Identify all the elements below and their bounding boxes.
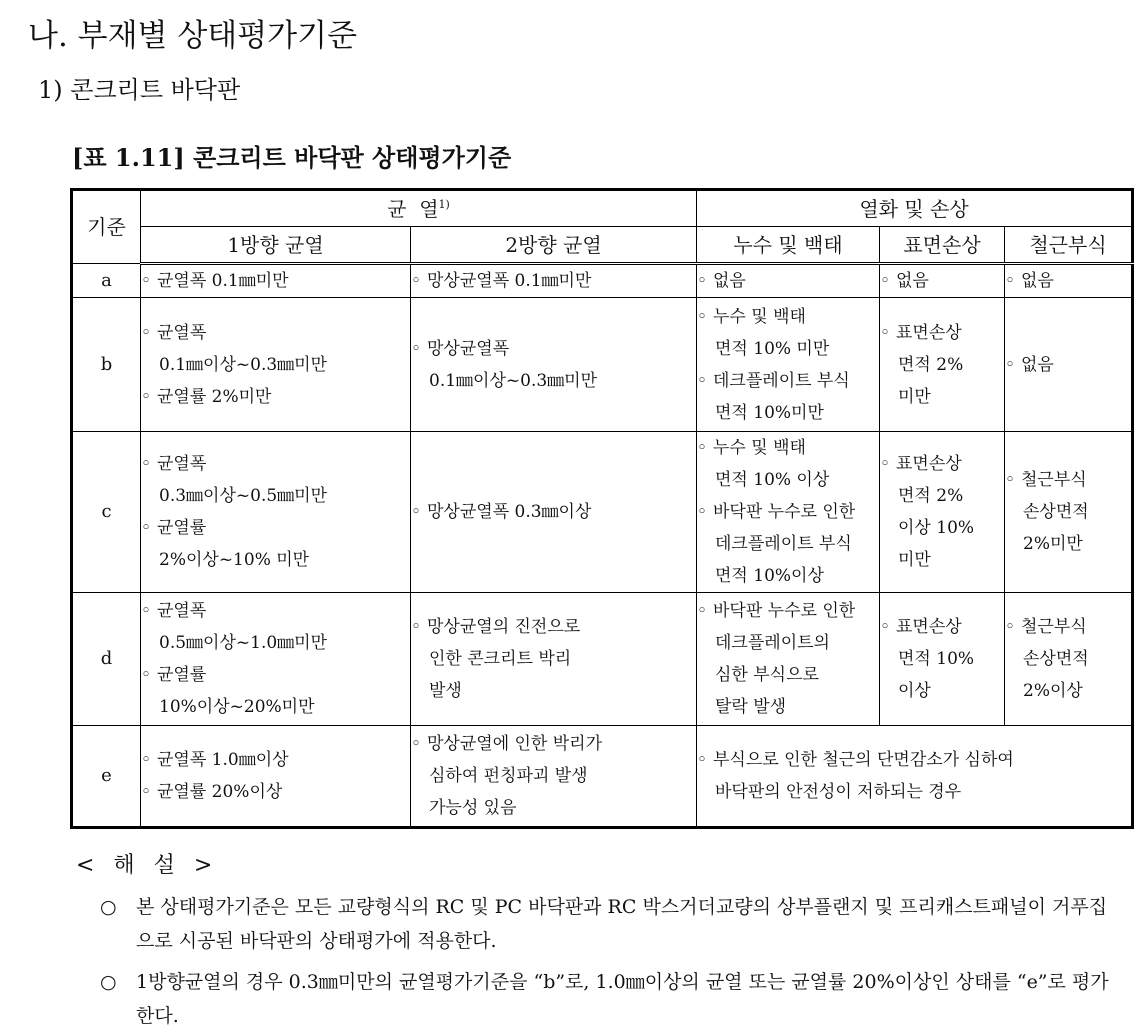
criteria-continuation: 면적 10% 이상 (715, 470, 830, 490)
criteria-continuation: 0.5㎜이상~1.0㎜미만 (159, 633, 328, 653)
criteria-line (1005, 271, 1054, 291)
criteria-text: 없음 (1021, 354, 1054, 375)
bullet-mark: ◦ (1005, 617, 1016, 637)
table-row (72, 593, 1133, 726)
criteria-text: 망상균열폭 (427, 338, 510, 359)
leak-cell (697, 298, 880, 432)
criteria-item (411, 728, 696, 824)
bullet-mark: ◦ (141, 271, 152, 291)
bullet-mark: ◦ (141, 665, 152, 685)
criteria-text: 데크플레이트 부식 (713, 370, 850, 391)
two-way-crack-cell (411, 264, 697, 298)
criteria-item (697, 744, 1131, 808)
criteria-continuation: 2%미만 (1023, 534, 1083, 554)
explanation-item (100, 965, 1115, 1033)
criteria-line (697, 271, 746, 291)
criteria-text: 누수 및 백태 (713, 306, 806, 327)
surface-damage-cell (880, 298, 1005, 432)
section-title: 나. 부재별 상태평가기준 (28, 18, 358, 54)
criteria-text: 망상균열의 진전으로 (427, 617, 581, 637)
criteria-continuation: 2%이상 (1023, 681, 1083, 701)
two-way-crack-cell (411, 432, 697, 593)
bullet-mark: ◦ (880, 271, 891, 291)
criteria-continuation: 면적 2% (898, 486, 964, 506)
one-way-crack-cell (141, 298, 411, 432)
criteria-text: 부식으로 인한 철근의 단면감소가 심하여 (713, 750, 1014, 770)
criteria-text: 바닥판 누수로 인한 (713, 502, 856, 522)
two-way-crack-cell (411, 298, 697, 432)
subsection-title: 1) 콘크리트 바닥판 (38, 76, 241, 104)
criteria-continuation: 0.3㎜이상~0.5㎜미만 (159, 486, 328, 506)
surface-damage-cell (880, 264, 1005, 298)
bullet-mark: ◦ (411, 338, 422, 359)
criteria-item (141, 744, 410, 776)
criteria-line (141, 782, 282, 802)
criteria-line (141, 387, 271, 407)
criteria-item (141, 512, 410, 576)
grade-cell: c (72, 432, 141, 593)
bullet-mark: ◦ (411, 734, 422, 754)
criteria-continuation: 면적 10% 미만 (715, 338, 830, 359)
criteria-continuation: 0.1㎜이상~0.3㎜미만 (159, 354, 328, 375)
bullet-mark: ◦ (880, 617, 891, 637)
one-way-crack-cell (141, 593, 411, 726)
criteria-item (411, 333, 696, 397)
criteria-item (1005, 611, 1131, 707)
bullet-mark: ◦ (880, 454, 891, 474)
criteria-item (697, 365, 879, 429)
criteria-item (141, 659, 410, 723)
criteria-line (141, 323, 206, 343)
criteria-continuation: 손상면적 (1023, 502, 1089, 522)
criteria-item (697, 301, 879, 365)
criteria-continuation: 이상 (898, 681, 931, 701)
criteria-line (411, 734, 602, 754)
explanation-title: < 해 설 > (76, 853, 219, 878)
criteria-text: 균열률 20%이상 (157, 782, 283, 802)
criteria-line (1005, 617, 1087, 637)
criteria-text: 철근부식 (1021, 617, 1087, 637)
criteria-item (141, 776, 410, 808)
criteria-item (411, 611, 696, 707)
rebar-corrosion-cell (1005, 432, 1133, 593)
criteria-text: 균열폭 (157, 601, 207, 621)
rebar-corrosion-cell (1005, 298, 1133, 432)
criteria-item (697, 595, 879, 723)
grade-cell: a (72, 264, 141, 298)
bullet-mark: ◦ (697, 370, 708, 391)
criteria-item (1005, 349, 1131, 381)
header-grade: 기준 (72, 190, 141, 264)
criteria-text: 표면손상 (896, 322, 962, 343)
surface-damage-cell (880, 432, 1005, 593)
criteria-continuation: 면적 2% (898, 354, 964, 375)
criteria-continuation: 데크플레이트의 (715, 633, 830, 653)
bullet-mark: ◦ (1005, 271, 1016, 291)
one-way-crack-cell (141, 726, 411, 828)
one-way-crack-cell (141, 432, 411, 593)
bullet-mark: ◦ (697, 502, 708, 522)
grade-cell: b (72, 298, 141, 432)
leak-cell (697, 264, 880, 298)
leak-cell (697, 593, 880, 726)
criteria-item (411, 265, 696, 297)
condition-criteria-table (70, 188, 1134, 829)
criteria-continuation: 심한 부식으로 (715, 665, 819, 685)
criteria-text: 바닥판 누수로 인한 (713, 601, 856, 621)
bullet-mark: ◦ (411, 617, 422, 637)
criteria-continuation: 가능성 있음 (429, 798, 517, 818)
header-surface-damage: 표면손상 (880, 227, 1005, 264)
grade-cell: d (72, 593, 141, 726)
explanation-bullet: ○ (100, 971, 117, 993)
criteria-line (880, 617, 962, 637)
two-way-crack-cell (411, 726, 697, 828)
criteria-continuation: 바닥판의 안전성이 저하되는 경우 (715, 782, 962, 802)
bullet-mark: ◦ (411, 502, 422, 522)
criteria-line (411, 617, 580, 637)
criteria-item (697, 432, 879, 496)
criteria-text: 표면손상 (896, 454, 962, 474)
criteria-line (880, 323, 962, 343)
bullet-mark: ◦ (141, 601, 152, 621)
bullet-mark: ◦ (141, 750, 152, 770)
table-row (72, 298, 1133, 432)
criteria-text: 균열폭 0.1㎜미만 (157, 271, 289, 291)
rebar-corrosion-cell (1005, 264, 1133, 298)
criteria-line (697, 438, 806, 458)
surface-damage-cell (880, 593, 1005, 726)
bullet-mark: ◦ (141, 322, 152, 343)
criteria-continuation: 발생 (429, 681, 462, 701)
criteria-text: 균열폭 (157, 322, 207, 343)
bullet-mark: ◦ (697, 750, 708, 770)
criteria-item (697, 496, 879, 592)
criteria-text: 균열폭 (157, 454, 207, 474)
leak-cell (697, 432, 880, 593)
criteria-text: 망상균열에 인한 박리가 (427, 734, 603, 754)
bullet-mark: ◦ (141, 782, 152, 802)
criteria-line (697, 750, 1014, 770)
criteria-line (141, 601, 206, 621)
criteria-line (141, 271, 289, 291)
criteria-text: 망상균열폭 0.1㎜미만 (427, 271, 592, 291)
criteria-line (141, 750, 289, 770)
bullet-mark: ◦ (1005, 470, 1016, 490)
criteria-item (1005, 464, 1131, 560)
criteria-text: 표면손상 (896, 617, 962, 637)
criteria-line (697, 371, 850, 391)
criteria-item (141, 265, 410, 297)
criteria-line (1005, 470, 1087, 490)
table-caption: [표 1.11] 콘크리트 바닥판 상태평가기준 (72, 143, 512, 172)
criteria-line (411, 271, 591, 291)
criteria-line (697, 307, 806, 327)
bullet-mark: ◦ (697, 438, 708, 458)
criteria-continuation: 손상면적 (1023, 649, 1089, 669)
criteria-line (141, 665, 206, 685)
criteria-item (141, 595, 410, 659)
criteria-text: 균열폭 1.0㎜이상 (157, 750, 289, 770)
one-way-crack-cell (141, 264, 411, 298)
criteria-line (1005, 355, 1054, 375)
explanation-text: 1방향균열의 경우 0.3㎜미만의 균열평가기준을 “b”로, 1.0㎜이상의 균열 또는 균열률 20%이상인 상태를 “e”로 평가한다. (136, 971, 1109, 1027)
criteria-item (880, 448, 1004, 576)
criteria-item (880, 265, 1004, 297)
bullet-mark: ◦ (411, 271, 422, 291)
criteria-text: 균열률 (157, 665, 207, 685)
criteria-item (141, 381, 410, 413)
criteria-item (411, 496, 696, 528)
header-leak: 누수 및 백태 (697, 227, 880, 264)
header-crack: 균 열$^{1)}$ (141, 190, 697, 227)
table-row (72, 726, 1133, 828)
header-deterioration: 열화 및 손상 (697, 190, 1133, 227)
criteria-continuation: 데크플레이트 부식 (715, 534, 852, 554)
explanation-text: 본 상태평가기준은 모든 교량형식의 RC 및 PC 바닥판과 RC 박스거더교량의 상부플랜지 및 프리캐스트패널이 거푸집으로 시공된 바닥판의 상태평가에 적용한다. (136, 896, 1108, 952)
criteria-item (141, 448, 410, 512)
bullet-mark: ◦ (880, 322, 891, 343)
criteria-line (697, 601, 855, 621)
criteria-line (880, 454, 962, 474)
criteria-text: 균열률 2%미만 (157, 386, 272, 407)
rebar-corrosion-cell (1005, 593, 1133, 726)
criteria-continuation: 면적 10%미만 (715, 402, 824, 423)
criteria-item (880, 317, 1004, 413)
criteria-text: 균열률 (157, 518, 207, 538)
criteria-text: 없음 (1021, 271, 1054, 291)
criteria-text: 누수 및 백태 (713, 438, 806, 458)
criteria-continuation: 면적 10% (898, 649, 975, 669)
bullet-mark: ◦ (697, 601, 708, 621)
header-rebar-corrosion: 철근부식 (1005, 227, 1133, 264)
bullet-mark: ◦ (141, 518, 152, 538)
criteria-item (697, 265, 879, 297)
bullet-mark: ◦ (1005, 354, 1016, 375)
criteria-text: 없음 (713, 271, 746, 291)
criteria-continuation: 면적 10%이상 (715, 566, 824, 586)
criteria-continuation: 10%이상~20%미만 (159, 697, 315, 717)
criteria-continuation: 미만 (898, 386, 931, 407)
criteria-line (411, 339, 509, 359)
criteria-line (411, 502, 591, 522)
criteria-text: 망상균열폭 0.3㎜이상 (427, 502, 592, 522)
criteria-item (141, 317, 410, 381)
criteria-item (1005, 265, 1131, 297)
criteria-continuation: 0.1㎜이상~0.3㎜미만 (429, 370, 598, 391)
criteria-continuation: 이상 10% (898, 518, 975, 538)
bullet-mark: ◦ (697, 271, 708, 291)
crack-footnote-mark: 1) (438, 197, 450, 211)
criteria-continuation: 탈락 발생 (715, 697, 787, 717)
criteria-continuation: 2%이상~10% 미만 (159, 550, 310, 570)
bullet-mark: ◦ (697, 306, 708, 327)
criteria-line (141, 518, 206, 538)
two-way-crack-cell (411, 593, 697, 726)
deterioration-cell (697, 726, 1133, 828)
criteria-continuation: 미만 (898, 550, 931, 570)
bullet-mark: ◦ (141, 386, 152, 407)
criteria-line (141, 454, 206, 474)
criteria-continuation: 인한 콘크리트 박리 (429, 649, 572, 669)
criteria-continuation: 심하여 펀칭파괴 발생 (429, 766, 588, 786)
criteria-item (880, 611, 1004, 707)
criteria-text: 없음 (896, 271, 929, 291)
criteria-line (697, 502, 855, 522)
criteria-line (880, 271, 929, 291)
explanation-item (100, 890, 1115, 958)
header-one-way-crack: 1방향 균열 (141, 227, 411, 264)
criteria-text: 철근부식 (1021, 470, 1087, 490)
table-row (72, 432, 1133, 593)
explanation-bullet: ○ (100, 896, 117, 918)
header-two-way-crack: 2방향 균열 (411, 227, 697, 264)
grade-cell: e (72, 726, 141, 828)
table-row (72, 264, 1133, 298)
bullet-mark: ◦ (141, 454, 152, 474)
